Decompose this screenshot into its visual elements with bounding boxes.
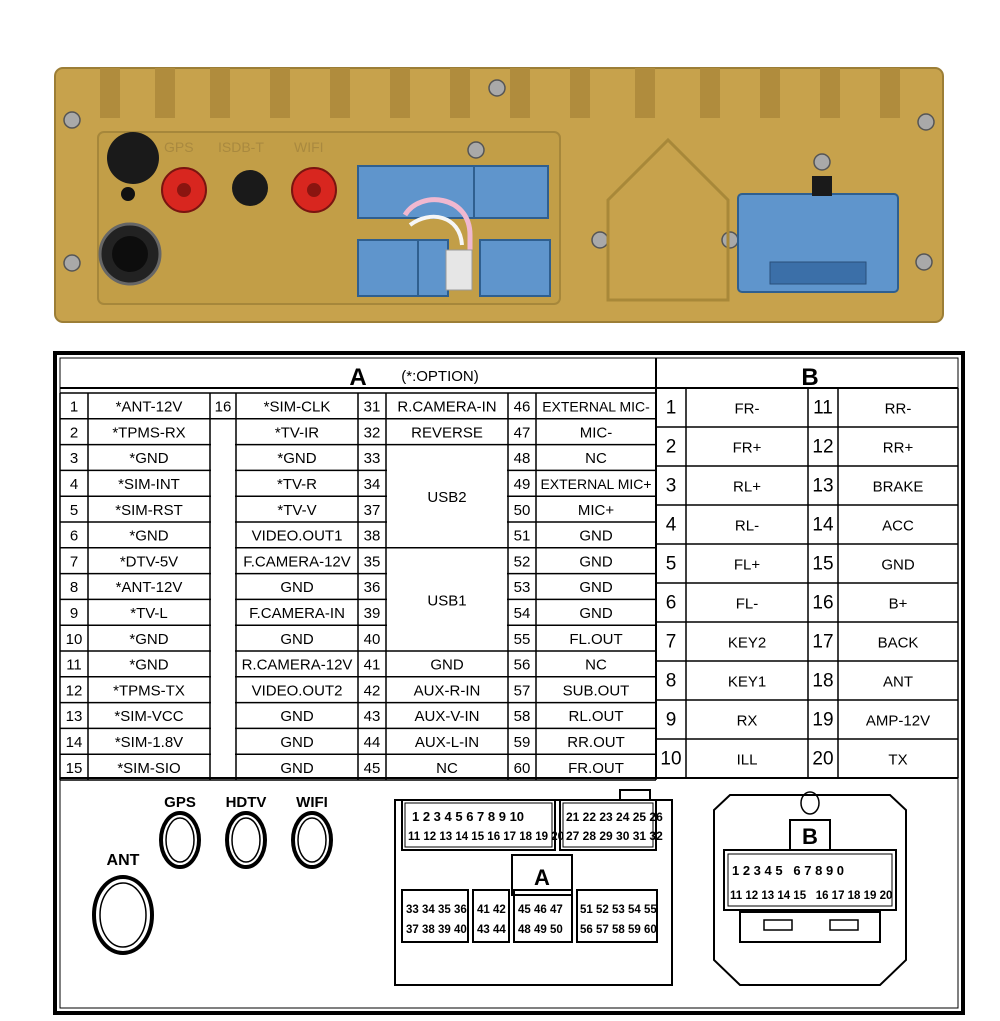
pin-number: 11 [66, 656, 82, 674]
pin-number: 15 [65, 759, 83, 777]
pin-number: 45 [363, 759, 381, 777]
pin-number: 3 [665, 475, 677, 497]
pin-number: 9 [69, 604, 79, 622]
pin-number: 5 [69, 501, 79, 519]
pin-number: 13 [65, 708, 83, 726]
pin-function: FL.OUT [569, 630, 623, 648]
pin-function: *SIM-CLK [263, 398, 331, 416]
pin-function: R.CAMERA-IN [397, 398, 497, 416]
pin-function: AMP-12V [865, 712, 931, 730]
antenna-connectors [94, 794, 331, 953]
pin-number: 34 [363, 475, 381, 493]
pin-function: BRAKE [872, 478, 924, 496]
antenna-label-hdtv: HDTV [225, 794, 267, 811]
pin-function: REVERSE [411, 424, 483, 442]
pin-number: 20 [812, 748, 834, 770]
device-label-gps: GPS [164, 139, 194, 155]
pin-function: *TV-R [276, 475, 318, 493]
pin-table-b [656, 388, 958, 778]
pin-number: 41 [363, 656, 381, 674]
connector-a-pins: 27 28 29 30 31 32 [566, 829, 663, 843]
pin-number: 32 [363, 424, 381, 442]
pin-number: 18 [812, 670, 834, 692]
pin-number: 9 [665, 709, 677, 731]
pin-number: 2 [69, 424, 79, 442]
pin-function: NC [585, 450, 607, 468]
pin-function: ACC [882, 517, 914, 535]
pin-number: 39 [363, 604, 381, 622]
pin-function: *GND [277, 450, 317, 468]
pin-number: 38 [363, 527, 381, 545]
pin-number: 8 [69, 579, 79, 597]
pin-function: BACK [877, 634, 919, 652]
antenna-label-wifi: WIFI [296, 794, 328, 811]
pin-function: NC [585, 656, 607, 674]
pin-number: 7 [665, 631, 677, 653]
pin-function: GND [881, 556, 915, 574]
pin-number: 16 [812, 592, 834, 614]
pin-function: *GND [129, 450, 169, 468]
pin-function: FL- [735, 595, 759, 613]
pin-function: *TV-V [277, 501, 317, 519]
connector-a-pins: 21 22 23 24 25 26 [566, 810, 663, 824]
pin-function: *SIM-RST [115, 501, 183, 519]
pin-function: *SIM-1.8V [114, 733, 184, 751]
pin-number: 58 [513, 708, 531, 726]
pin-function: *SIM-INT [118, 475, 180, 493]
pin-number: 14 [812, 514, 834, 536]
pin-number: 46 [513, 398, 531, 416]
pin-function: RL.OUT [568, 708, 624, 726]
pin-function: *GND [129, 656, 169, 674]
rear-panel-photo [0, 0, 1000, 335]
pin-number: 60 [513, 759, 531, 777]
pin-number: 31 [363, 398, 381, 416]
connector-b-photo [738, 176, 898, 292]
pin-number: 48 [513, 450, 531, 468]
pin-number: 5 [665, 553, 677, 575]
pin-function: FR.OUT [568, 759, 624, 777]
pin-number: 3 [69, 450, 79, 468]
pin-number: 10 [65, 630, 83, 648]
isdb-jack-icon [232, 170, 268, 206]
pin-number: 44 [363, 733, 381, 751]
device-label-wifi: WIFI [294, 139, 324, 155]
connector-a-pins: 43 44 [477, 924, 506, 936]
pin-function: GND [280, 708, 314, 726]
pin-number: 47 [513, 424, 531, 442]
pin-number: 50 [513, 501, 531, 519]
connector-b-diagram [714, 792, 906, 985]
pin-function: *DTV-5V [119, 553, 179, 571]
pin-function: ILL [736, 751, 758, 769]
pin-number: 56 [513, 656, 531, 674]
pin-function: MIC+ [577, 501, 615, 519]
pin-number: 33 [363, 450, 381, 468]
pin-function: RL- [734, 517, 760, 535]
pin-number: 17 [812, 631, 834, 653]
pin-number: 4 [69, 475, 79, 493]
pin-number: 54 [513, 604, 531, 622]
pin-number: 16 [214, 398, 232, 416]
pin-function: F.CAMERA-IN [249, 604, 345, 622]
pin-number: 35 [363, 553, 381, 571]
pin-function: FL+ [733, 556, 761, 574]
pin-function: AUX-V-IN [414, 708, 480, 726]
device-label-isdb: ISDB-T [218, 139, 264, 155]
connector-a-pins: 48 49 50 [518, 924, 563, 936]
pin-number: 53 [513, 579, 531, 597]
pin-function: KEY1 [727, 673, 767, 691]
pin-function: TX [888, 751, 908, 769]
connector-a-pins: 33 34 35 36 [406, 904, 467, 916]
pin-number: 6 [69, 527, 79, 545]
pin-function: GND [280, 579, 314, 597]
pin-function: *TV-IR [274, 424, 320, 442]
round-jack-icon [107, 132, 159, 184]
pin-function: GND [280, 733, 314, 751]
section-a-title: A [349, 364, 367, 391]
pin-number: 1 [69, 398, 79, 416]
connector-a-pins: 11 12 13 14 15 16 17 18 19 20 [408, 831, 565, 843]
pin-number: 57 [513, 682, 531, 700]
pin-function: NC [436, 759, 458, 777]
pin-function: KEY2 [727, 634, 767, 652]
connector-a-label: A [534, 865, 550, 890]
pin-function: RL+ [733, 478, 761, 496]
pin-number: 40 [363, 630, 381, 648]
pin-number: 8 [665, 670, 677, 692]
connector-a-pins: 45 46 47 [518, 904, 563, 916]
pin-number: 43 [363, 708, 381, 726]
connector-a-pins: 41 42 [477, 904, 506, 916]
pin-number: 42 [363, 682, 381, 700]
pin-number: 1 [665, 397, 677, 419]
pin-number: 10 [660, 748, 682, 770]
pin-function: FR+ [732, 439, 762, 457]
pin-function: GND [579, 604, 613, 622]
connector-b-label: B [802, 824, 818, 849]
pin-number: 37 [363, 501, 381, 519]
pin-function: MIC- [579, 424, 613, 442]
pin-function: R.CAMERA-12V [241, 656, 353, 674]
pin-table-a [60, 393, 656, 780]
antenna-label-ant: ANT [106, 852, 140, 869]
pin-function: VIDEO.OUT1 [251, 527, 343, 545]
pin-number: 13 [812, 475, 834, 497]
pin-number: 55 [513, 630, 531, 648]
pin-function: FR- [734, 400, 760, 418]
pin-number: 14 [65, 733, 83, 751]
section-b-title: B [801, 364, 819, 391]
pin-function: RR+ [882, 439, 914, 457]
antenna-label-gps: GPS [164, 794, 196, 811]
usb1-label: USB1 [427, 592, 467, 610]
pin-number: 12 [812, 436, 834, 458]
pin-number: 11 [813, 397, 833, 419]
connector-a-diagram [395, 790, 672, 985]
pin-function: RX [736, 712, 758, 730]
pin-function: GND [579, 527, 613, 545]
pin-function: VIDEO.OUT2 [251, 682, 343, 700]
pin-number: 36 [363, 579, 381, 597]
pin-function: *TPMS-TX [113, 682, 185, 700]
pin-function: *SIM-SIO [117, 759, 181, 777]
pinout-diagram [0, 345, 1000, 1021]
pin-number: 2 [665, 436, 677, 458]
connector-a-pins: 51 52 53 54 55 [580, 904, 657, 916]
pin-function: ANT [883, 673, 913, 691]
pin-number: 59 [513, 733, 531, 751]
pin-function: B+ [888, 595, 908, 613]
pin-number: 49 [513, 475, 531, 493]
pin-number: 52 [513, 553, 531, 571]
pin-number: 51 [513, 527, 531, 545]
pin-function: GND [579, 553, 613, 571]
pin-function: GND [280, 630, 314, 648]
pin-function: SUB.OUT [562, 682, 630, 700]
connector-b-pins: 11 12 13 14 15 16 17 18 19 20 [730, 890, 893, 902]
pin-function: AUX-L-IN [414, 733, 480, 751]
pin-function: *GND [129, 630, 169, 648]
pin-function: EXTERNAL MIC- [542, 398, 650, 415]
pin-function: RR.OUT [567, 733, 625, 751]
pin-function: *ANT-12V [115, 579, 183, 597]
pin-function: *GND [129, 527, 169, 545]
ant-port-icon [94, 877, 152, 953]
pin-function: *TV-L [130, 604, 168, 622]
connector-a-pins: 56 57 58 59 60 [580, 924, 657, 936]
pin-number: 6 [665, 592, 677, 614]
connector-a-pins: 1 2 3 4 5 6 7 8 9 10 [412, 809, 525, 824]
pin-function: EXTERNAL MIC+ [540, 475, 652, 492]
pin-function: *ANT-12V [115, 398, 183, 416]
pin-function: GND [430, 656, 464, 674]
connector-b-pins: 1 2 3 4 5 6 7 8 9 0 [732, 863, 845, 878]
pin-function: *SIM-VCC [114, 708, 184, 726]
pin-number: 12 [65, 682, 83, 700]
pin-number: 19 [812, 709, 834, 731]
pin-number: 15 [812, 553, 834, 575]
pin-function: AUX-R-IN [413, 682, 481, 700]
pin-number: 7 [69, 553, 79, 571]
pin-number: 4 [665, 514, 677, 536]
pin-function: RR- [884, 400, 912, 418]
pin-function: *TPMS-RX [112, 424, 186, 442]
usb2-label: USB2 [427, 489, 467, 507]
pin-function: F.CAMERA-12V [243, 553, 351, 571]
pin-function: GND [280, 759, 314, 777]
pin-function: GND [579, 579, 613, 597]
connector-a-pins: 37 38 39 40 [406, 924, 467, 936]
section-a-note: (*:OPTION) [401, 368, 479, 385]
